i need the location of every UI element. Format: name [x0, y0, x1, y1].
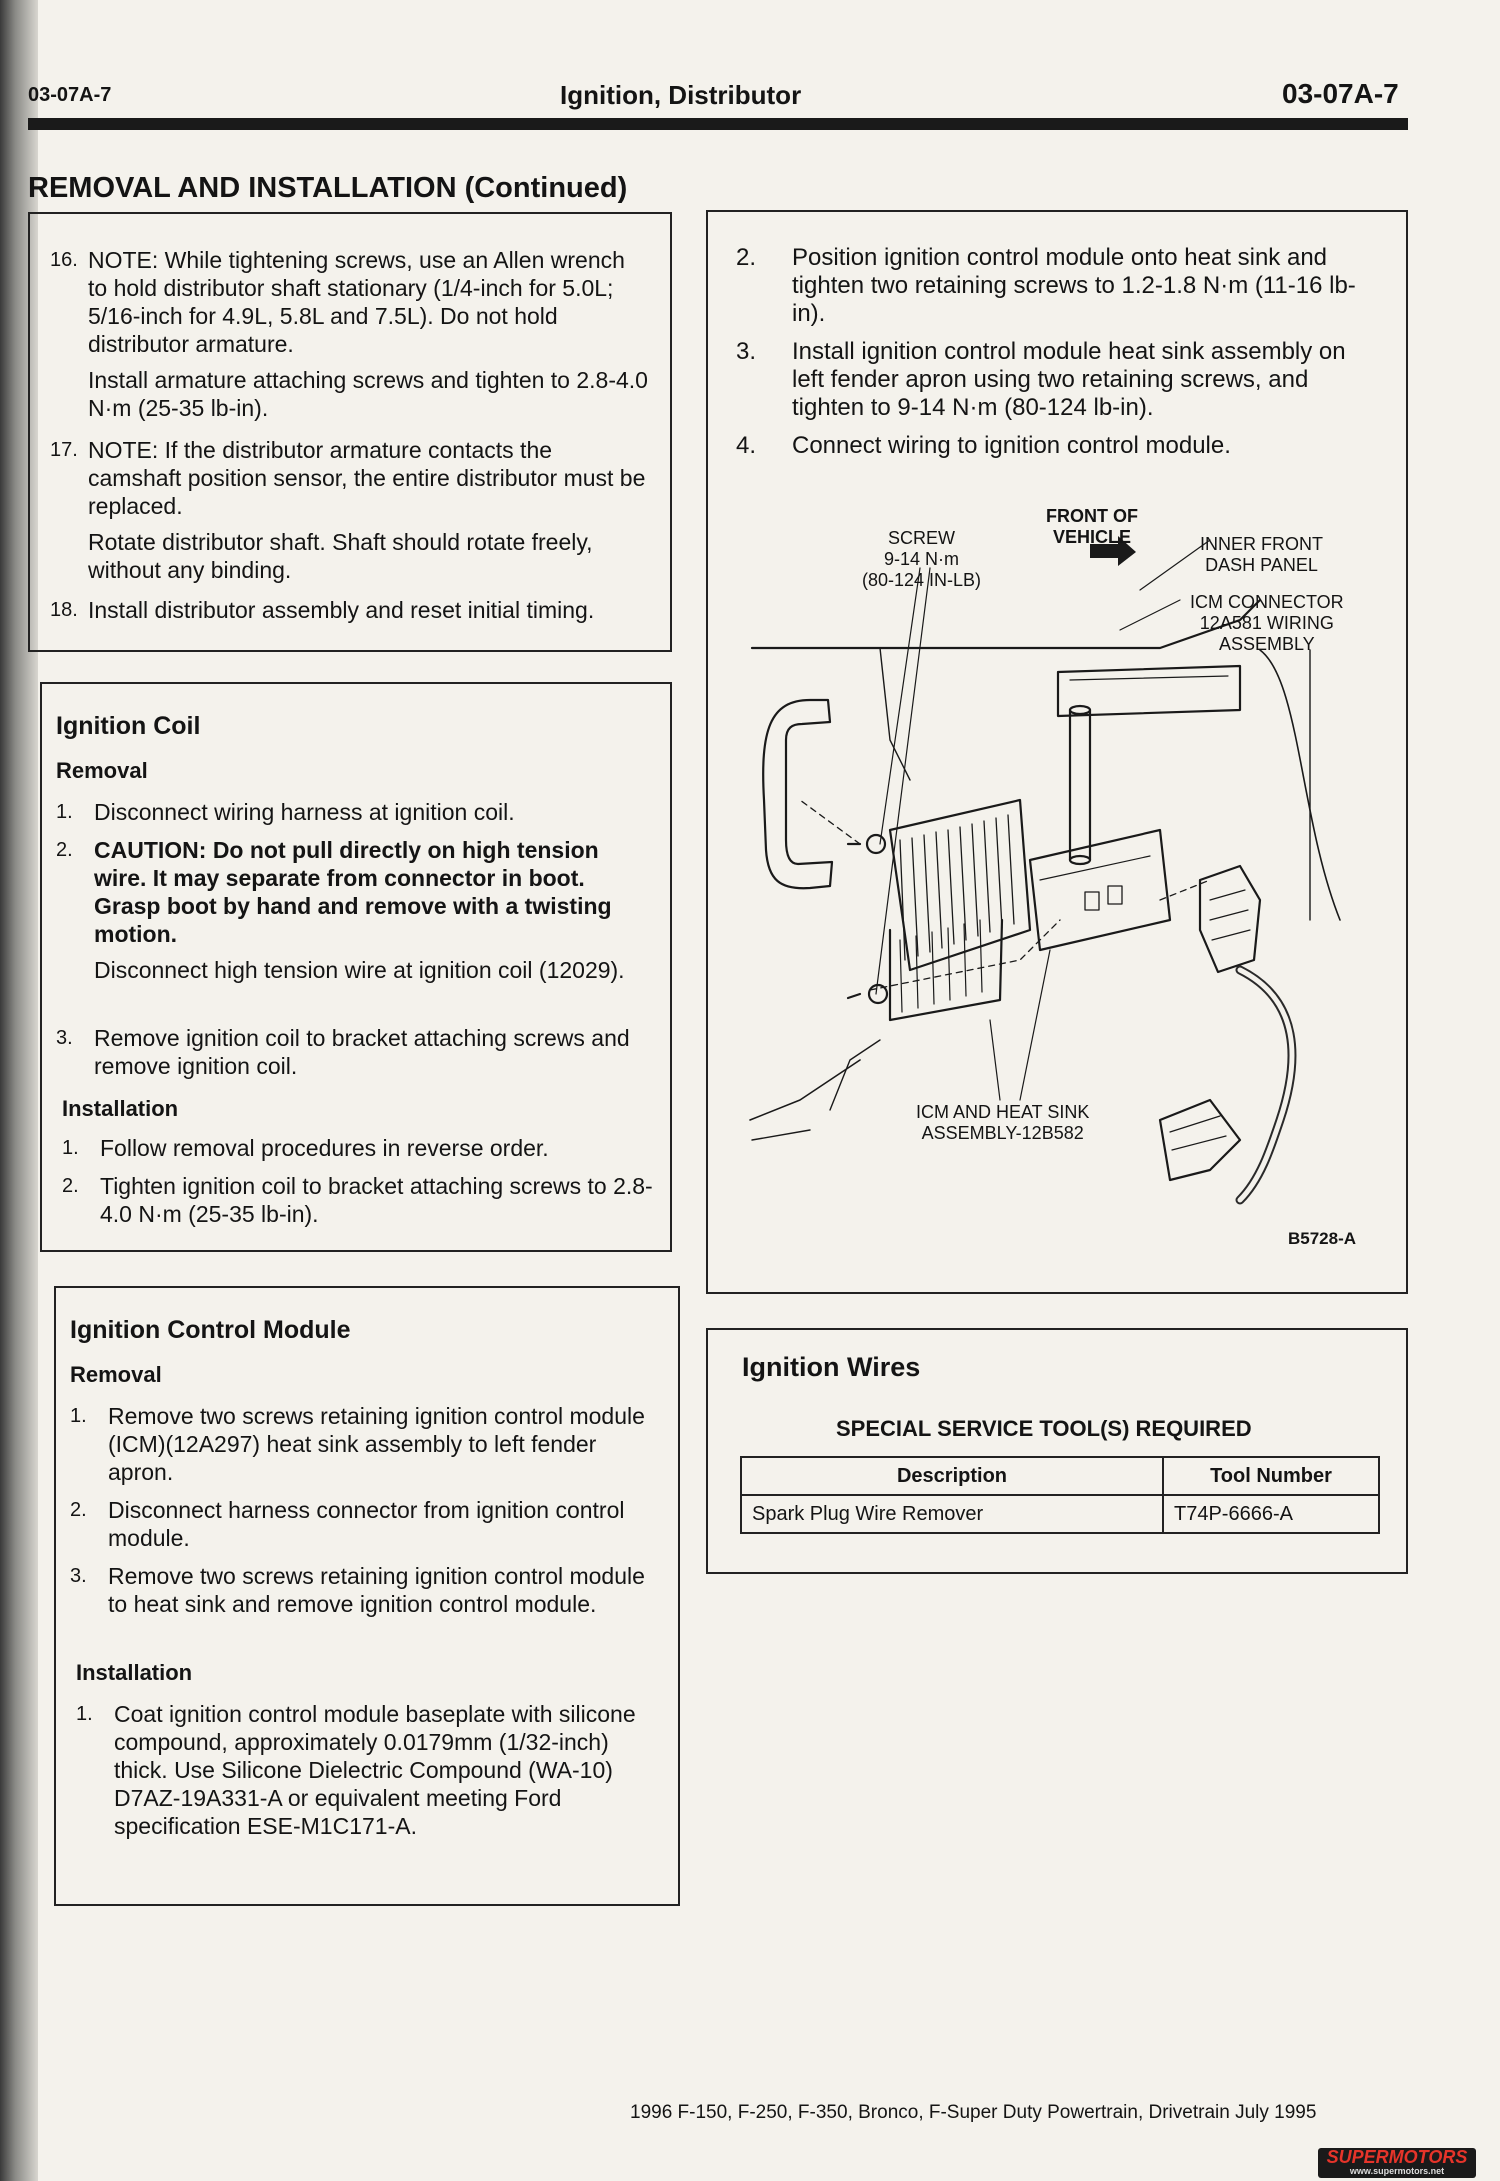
icm-install-step-4 [736, 432, 1382, 460]
removal-heading: Removal [56, 758, 148, 783]
tool-number: T74P-6666-A [1163, 1495, 1379, 1533]
step-note: NOTE: While tightening screws, use an Allen wrench to hold distributor shaft stationary (1/4-inch for 5.0L; 5/16-inch for 4.9L, 5.8L and 7.5L). Do not hold distributor armature. [88, 247, 625, 357]
step-text: Disconnect harness connector from ignition control module. [108, 1497, 625, 1551]
icm-removal-step-2 [70, 1496, 664, 1552]
connector-label-2: 12A581 WIRING [1199, 613, 1334, 633]
icm-label-1: ICM AND HEAT SINK [916, 1102, 1090, 1122]
table-header-row [741, 1457, 1379, 1495]
icm-removal-step-1 [70, 1402, 664, 1486]
step-number: 2. [56, 839, 73, 861]
removal-heading: Removal [70, 1362, 162, 1387]
step-number: 2. [62, 1175, 79, 1197]
tool-number-header: Tool Number [1163, 1457, 1379, 1495]
step-text: Remove two screws retaining ignition control module (ICM)(12A297) heat sink assembly to left fender apron. [108, 1403, 645, 1485]
step-number: 17. [50, 439, 78, 461]
watermark-url: www.supermotors.net [1349, 2166, 1445, 2176]
step-18 [50, 596, 660, 624]
step-number: 1. [56, 801, 73, 823]
front-label-1: FRONT OF [1046, 506, 1138, 526]
front-of-vehicle-callout [1046, 506, 1138, 548]
page-title: Ignition, Distributor [560, 80, 802, 110]
step-text: Follow removal procedures in reverse order. [100, 1135, 549, 1161]
screw-label: SCREW [888, 528, 956, 548]
screw-torque-nm: 9-14 N·m [884, 549, 960, 569]
page-number-right: 03-07A-7 [1282, 78, 1399, 109]
watermark-brand: SUPERMOTORS [1326, 2147, 1468, 2167]
ignition-coil-heading: Ignition Coil [56, 712, 201, 740]
step-number: 3. [56, 1027, 73, 1049]
section-title: REMOVAL AND INSTALLATION (Continued) [28, 172, 628, 204]
description-header: Description [741, 1457, 1163, 1495]
step-number: 2. [736, 244, 757, 271]
icm-label-2: ASSEMBLY-12B582 [921, 1123, 1084, 1143]
ignition-wires-heading: Ignition Wires [742, 1352, 921, 1382]
page-footer: 1996 F-150, F-250, F-350, Bronco, F-Super Duty Powertrain, Drivetrain July 1995 [630, 2102, 1317, 2123]
dash-panel-callout [1200, 534, 1323, 576]
screw-callout [862, 528, 981, 591]
step-text: Remove two screws retaining ignition control module to heat sink and remove ignition control module. [108, 1563, 645, 1617]
tool-description: Spark Plug Wire Remover [741, 1495, 1163, 1533]
step-text: Rotate distributor shaft. Shaft should rotate freely, without any binding. [88, 529, 593, 583]
coil-removal-step-2 [56, 836, 656, 984]
header-rule [28, 118, 1408, 130]
step-number: 1. [62, 1137, 79, 1159]
step-16 [50, 246, 650, 422]
step-text: Remove ignition coil to bracket attaching screws and remove ignition coil. [94, 1025, 630, 1079]
icm-heading: Ignition Control Module [70, 1316, 351, 1344]
table-row [741, 1495, 1379, 1533]
caution-text: CAUTION: Do not pull directly on high tension wire. It may separate from connector in boot. Grasp boot by hand and remove with a twisting motion. [94, 837, 612, 947]
coil-removal-step-3 [56, 1024, 656, 1080]
connector-label-3: ASSEMBLY [1218, 634, 1315, 654]
step-number: 1. [70, 1405, 87, 1427]
icm-removal-step-3 [70, 1562, 664, 1618]
dash-label-1: INNER FRONT [1200, 534, 1323, 554]
step-number: 3. [736, 338, 757, 365]
step-note: NOTE: If the distributor armature contacts the camshaft position sensor, the entire distributor must be replaced. [88, 437, 646, 519]
connector-label-1: ICM CONNECTOR [1190, 592, 1344, 612]
figure-code: B5728-A [1288, 1229, 1357, 1248]
step-text: Connect wiring to ignition control module. [792, 432, 1231, 459]
installation-heading: Installation [76, 1660, 193, 1685]
step-number: 3. [70, 1565, 87, 1587]
step-number: 1. [76, 1703, 93, 1725]
front-label-2: VEHICLE [1052, 527, 1131, 547]
step-text: Install distributor assembly and reset initial timing. [88, 597, 595, 623]
icm-heat-sink-callout [916, 1102, 1089, 1144]
icm-install-step-2 [736, 244, 1382, 328]
page-number-left: 03-07A-7 [28, 84, 112, 106]
step-text: Coat ignition control module baseplate with silicone compound, approximately 0.0179mm (1/32-inch) thick. Use Silicone Dielectric Compound (WA-10) D7AZ-19A331-A or equivalent meeting Ford specification ESE-M1C171-A. [114, 1701, 636, 1839]
step-text: Tighten ignition coil to bracket attaching screws to 2.8-4.0 N·m (25-35 lb-in). [100, 1173, 653, 1227]
icm-connector-callout [1190, 592, 1344, 655]
step-text: Install armature attaching screws and tighten to 2.8-4.0 N·m (25-35 lb-in). [88, 367, 648, 421]
coil-install-step-2 [62, 1172, 656, 1228]
icm-install-step-3 [736, 338, 1382, 422]
special-tools-table [740, 1456, 1380, 1534]
installation-heading: Installation [62, 1096, 179, 1121]
step-text: Disconnect wiring harness at ignition coil. [94, 799, 515, 825]
icm-install-step-1 [76, 1700, 664, 1840]
special-tools-heading: SPECIAL SERVICE TOOL(S) REQUIRED [836, 1416, 1252, 1441]
step-number: 4. [736, 432, 757, 459]
coil-removal-step-1 [56, 798, 656, 826]
step-text: Position ignition control module onto heat sink and tighten two retaining screws to 1.2-1.8 N·m (11-16 lb-in). [792, 244, 1356, 327]
step-number: 18. [50, 599, 78, 621]
step-number: 16. [50, 249, 78, 271]
coil-install-step-1 [62, 1134, 656, 1162]
screw-torque-inlb: (80-124 IN-LB) [862, 570, 982, 590]
step-text: Disconnect high tension wire at ignition coil (12029). [94, 957, 625, 983]
step-17 [50, 436, 650, 584]
step-text: Install ignition control module heat sink assembly on left fender apron using two retaining screws, and tighten to 9-14 N·m (80-124 lb-in). [792, 338, 1346, 421]
dash-label-2: DASH PANEL [1205, 555, 1318, 575]
watermark-logo [1318, 2148, 1476, 2178]
step-number: 2. [70, 1499, 87, 1521]
